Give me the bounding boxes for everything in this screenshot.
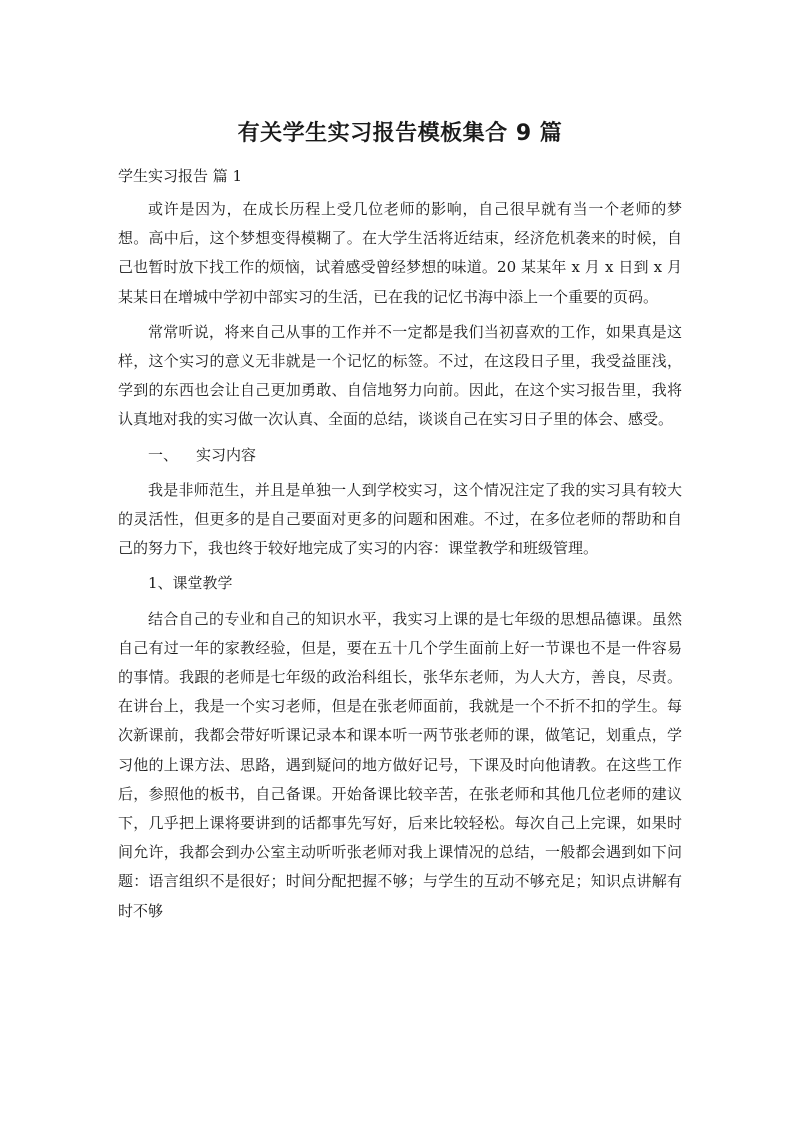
paragraph-intro-1: 或许是因为，在成长历程上受几位老师的影响，自己很早就有当一个老师的梦想。高中后，这个梦想变得模糊了。在大学生活将近结束，经济危机袭来的时候，自己也暂时放下找工作的烦恼，试着感受曾经梦想的味道。20 某某年 x 月 x 日到 x 月某某日在增城中学初中部实习的生活，已在我的记忆书海中添上一个重要的页码。 — [118, 200, 682, 306]
paragraph-classroom-teaching: 结合自己的专业和自己的知识水平，我实习上课的是七年级的思想品德课。虽然自己有过一年的家教经验，但是，要在五十几个学生面前上好一节课也不是一件容易的事情。我跟的老师是七年级的政治科组长，张华东老师，为人大方，善良，尽责。在讲台上，我是一个实习老师，但是在张老师面前，我就是一个不折不扣的学生。每次新课前，我都会带好听课记录本和课本听一两节张老师的课，做笔记，划重点，学习他的上课方法、思路，遇到疑问的地方做好记号，下课及时向他请教。在这些工作后，参照他的板书，自己备课。开始备课比较辛苦，在张老师和其他几位老师的建议下，几乎把上课将要讲到的话都事先写好，后来比较轻松。每次自己上完课，如果时间允许，我都会到办公室主动听听张老师对我上课情况的总结，一般都会遇到如下问题：语言组织不是很好；时间分配把握不够；与学生的互动不够充足；知识点讲解有时不够 — [118, 609, 682, 920]
document-title: 有关学生实习报告模板集合 9 篇 — [237, 121, 563, 146]
report-subtitle: 学生实习报告 篇 1 — [118, 167, 243, 185]
section-label: 实习内容 — [196, 445, 257, 464]
subsection-heading-classroom-teaching: 1、课堂教学 — [148, 574, 233, 593]
paragraph-intro-2: 常常听说，将来自己从事的工作并不一定都是我们当初喜欢的工作，如果真是这样，这个实习的意义无非就是一个记忆的标签。不过，在这段日子里，我受益匪浅，学到的东西也会让自己更加勇敢、自信地努力向前。因此，在这个实习报告里，我将认真地对我的实习做一次认真、全面的总结，谈谈自己在实习日子里的体会、感受。 — [118, 322, 682, 429]
paragraph-section1: 我是非师范生，并且是单独一人到学校实习，这个情况注定了我的实习具有较大的灵活性，但更多的是自己要面对更多的问题和困难。不过，在多位老师的帮助和自己的努力下，我也终于较好地完成了实习的内容：课堂教学和班级管理。 — [118, 480, 682, 558]
section-number: 一、 — [148, 445, 179, 464]
section-heading-internship-content — [118, 441, 682, 470]
